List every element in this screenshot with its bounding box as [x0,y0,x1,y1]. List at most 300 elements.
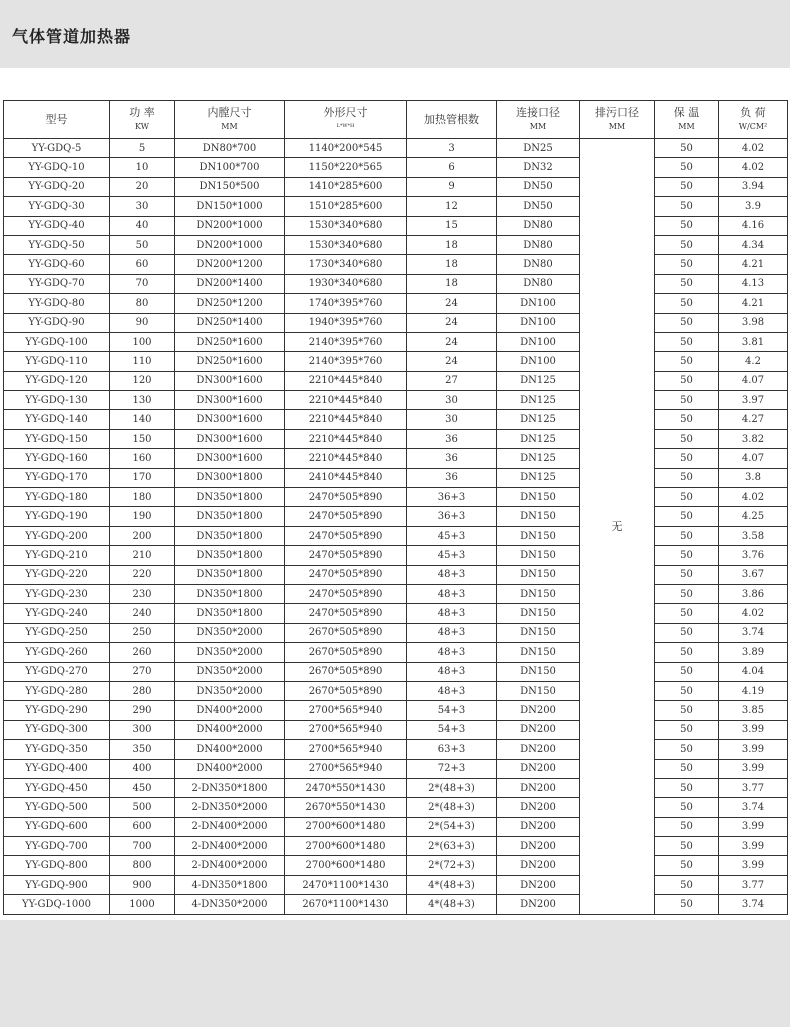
cell-tube-count: 30 [407,410,497,429]
cell-power: 70 [110,274,175,293]
table-row [4,856,788,875]
cell-outer-size: 2210*445*840 [285,410,407,429]
cell-power: 140 [110,410,175,429]
title-bar [0,0,790,68]
cell-inner-size: 2-DN350*1800 [175,778,285,797]
cell-outer-size: 1940*395*760 [285,313,407,332]
cell-tube-count: 2*(72+3) [407,856,497,875]
cell-drain: 无 [580,139,655,915]
cell-outer-size: 1410*285*600 [285,177,407,196]
cell-insulation: 50 [655,837,719,856]
cell-inner-size: DN250*1600 [175,352,285,371]
cell-inner-size: 2-DN400*2000 [175,817,285,836]
cell-outer-size: 1730*340*680 [285,255,407,274]
cell-power: 230 [110,584,175,603]
cell-connection: DN100 [497,294,580,313]
cell-inner-size: DN300*1600 [175,410,285,429]
cell-inner-size: DN350*1800 [175,526,285,545]
cell-model: YY-GDQ-800 [4,856,110,875]
table-row [4,429,788,448]
cell-connection: DN150 [497,507,580,526]
cell-model: YY-GDQ-250 [4,623,110,642]
cell-power: 10 [110,158,175,177]
cell-load: 4.27 [719,410,788,429]
cell-connection: DN200 [497,817,580,836]
cell-connection: DN80 [497,255,580,274]
table-body [4,139,788,915]
table-row [4,740,788,759]
cell-connection: DN125 [497,449,580,468]
cell-tube-count: 2*(63+3) [407,837,497,856]
cell-tube-count: 18 [407,274,497,293]
header-power [110,101,175,139]
table-row [4,662,788,681]
cell-insulation: 50 [655,255,719,274]
cell-power: 80 [110,294,175,313]
cell-load: 4.25 [719,507,788,526]
cell-power: 250 [110,623,175,642]
cell-insulation: 50 [655,584,719,603]
cell-outer-size: 2470*505*890 [285,565,407,584]
cell-model: YY-GDQ-110 [4,352,110,371]
cell-power: 210 [110,546,175,565]
cell-connection: DN150 [497,623,580,642]
table-row [4,255,788,274]
cell-tube-count: 45+3 [407,526,497,545]
cell-inner-size: DN400*2000 [175,701,285,720]
header-load [719,101,788,139]
cell-power: 450 [110,778,175,797]
cell-tube-count: 15 [407,216,497,235]
cell-tube-count: 36+3 [407,507,497,526]
cell-inner-size: DN250*1200 [175,294,285,313]
cell-tube-count: 36+3 [407,488,497,507]
cell-inner-size: DN300*1800 [175,468,285,487]
cell-tube-count: 18 [407,235,497,254]
cell-inner-size: DN350*2000 [175,681,285,700]
cell-power: 150 [110,429,175,448]
cell-power: 130 [110,391,175,410]
cell-tube-count: 12 [407,197,497,216]
cell-load: 4.21 [719,294,788,313]
cell-power: 30 [110,197,175,216]
cell-power: 800 [110,856,175,875]
cell-power: 600 [110,817,175,836]
header-model [4,101,110,139]
table-row [4,449,788,468]
cell-tube-count: 30 [407,391,497,410]
cell-inner-size: DN350*1800 [175,546,285,565]
cell-inner-size: DN150*1000 [175,197,285,216]
table-row [4,468,788,487]
cell-insulation: 50 [655,875,719,894]
cell-tube-count: 36 [407,468,497,487]
cell-inner-size: DN250*1600 [175,332,285,351]
cell-load: 4.07 [719,371,788,390]
header-drain [580,101,655,139]
cell-tube-count: 4*(48+3) [407,875,497,894]
cell-power: 240 [110,604,175,623]
cell-power: 190 [110,507,175,526]
cell-tube-count: 48+3 [407,623,497,642]
cell-outer-size: 2700*600*1480 [285,856,407,875]
cell-connection: DN200 [497,875,580,894]
cell-connection: DN200 [497,778,580,797]
table-row [4,623,788,642]
cell-inner-size: DN150*500 [175,177,285,196]
cell-model: YY-GDQ-280 [4,681,110,700]
cell-inner-size: DN350*1800 [175,507,285,526]
cell-inner-size: DN350*2000 [175,662,285,681]
cell-insulation: 50 [655,449,719,468]
table-row [4,216,788,235]
cell-connection: DN125 [497,429,580,448]
cell-insulation: 50 [655,216,719,235]
cell-tube-count: 48+3 [407,565,497,584]
table-row [4,565,788,584]
cell-tube-count: 36 [407,449,497,468]
cell-model: YY-GDQ-450 [4,778,110,797]
cell-model: YY-GDQ-80 [4,294,110,313]
cell-insulation: 50 [655,681,719,700]
cell-power: 40 [110,216,175,235]
cell-inner-size: 2-DN400*2000 [175,856,285,875]
cell-load: 3.67 [719,565,788,584]
cell-model: YY-GDQ-290 [4,701,110,720]
cell-power: 90 [110,313,175,332]
cell-outer-size: 2670*505*890 [285,662,407,681]
cell-model: YY-GDQ-150 [4,429,110,448]
spec-table [3,100,788,915]
cell-insulation: 50 [655,371,719,390]
cell-load: 4.07 [719,449,788,468]
cell-outer-size: 2700*600*1480 [285,837,407,856]
cell-outer-size: 2140*395*760 [285,332,407,351]
cell-outer-size: 2210*445*840 [285,371,407,390]
cell-model: YY-GDQ-60 [4,255,110,274]
cell-model: YY-GDQ-160 [4,449,110,468]
cell-outer-size: 2470*505*890 [285,584,407,603]
table-row [4,410,788,429]
cell-load: 3.99 [719,720,788,739]
cell-connection: DN50 [497,197,580,216]
cell-inner-size: DN250*1400 [175,313,285,332]
cell-load: 4.34 [719,235,788,254]
cell-model: YY-GDQ-5 [4,139,110,158]
cell-load: 4.02 [719,139,788,158]
cell-model: YY-GDQ-900 [4,875,110,894]
cell-tube-count: 72+3 [407,759,497,778]
cell-model: YY-GDQ-20 [4,177,110,196]
cell-tube-count: 36 [407,429,497,448]
cell-insulation: 50 [655,662,719,681]
cell-connection: DN200 [497,720,580,739]
cell-insulation: 50 [655,778,719,797]
cell-outer-size: 2210*445*840 [285,449,407,468]
cell-power: 1000 [110,895,175,914]
table-row [4,488,788,507]
header-unit: MM [221,122,238,131]
cell-model: YY-GDQ-210 [4,546,110,565]
cell-insulation: 50 [655,274,719,293]
cell-insulation: 50 [655,507,719,526]
table-row [4,235,788,254]
cell-load: 3.77 [719,875,788,894]
cell-model: YY-GDQ-270 [4,662,110,681]
table-row [4,274,788,293]
cell-insulation: 50 [655,720,719,739]
cell-outer-size: 2670*505*890 [285,681,407,700]
cell-inner-size: DN200*1400 [175,274,285,293]
cell-model: YY-GDQ-140 [4,410,110,429]
cell-power: 300 [110,720,175,739]
cell-insulation: 50 [655,488,719,507]
cell-load: 4.16 [719,216,788,235]
cell-outer-size: 1930*340*680 [285,274,407,293]
cell-outer-size: 2210*445*840 [285,429,407,448]
cell-connection: DN150 [497,643,580,662]
cell-insulation: 50 [655,546,719,565]
table-row [4,895,788,914]
cell-inner-size: DN200*1000 [175,235,285,254]
cell-power: 5 [110,139,175,158]
table-row [4,391,788,410]
cell-power: 170 [110,468,175,487]
cell-connection: DN200 [497,798,580,817]
cell-power: 500 [110,798,175,817]
cell-outer-size: 2470*505*890 [285,604,407,623]
table-row [4,139,788,158]
cell-load: 3.77 [719,778,788,797]
cell-connection: DN150 [497,604,580,623]
cell-insulation: 50 [655,313,719,332]
cell-model: YY-GDQ-100 [4,332,110,351]
cell-model: YY-GDQ-260 [4,643,110,662]
cell-insulation: 50 [655,468,719,487]
table-row [4,177,788,196]
cell-outer-size: 2470*550*1430 [285,778,407,797]
cell-tube-count: 54+3 [407,701,497,720]
header-outer-size [285,101,407,139]
cell-outer-size: 2700*565*940 [285,740,407,759]
cell-connection: DN150 [497,546,580,565]
cell-model: YY-GDQ-170 [4,468,110,487]
cell-model: YY-GDQ-70 [4,274,110,293]
table-row [4,720,788,739]
cell-connection: DN80 [497,216,580,235]
cell-connection: DN150 [497,526,580,545]
cell-load: 4.02 [719,158,788,177]
cell-outer-size: 2140*395*760 [285,352,407,371]
cell-inner-size: DN300*1600 [175,371,285,390]
table-row [4,294,788,313]
cell-load: 3.81 [719,332,788,351]
cell-connection: DN150 [497,662,580,681]
cell-outer-size: 1530*340*680 [285,235,407,254]
cell-inner-size: DN400*2000 [175,759,285,778]
table-row [4,701,788,720]
cell-load: 3.8 [719,468,788,487]
cell-inner-size: DN350*2000 [175,623,285,642]
cell-insulation: 50 [655,643,719,662]
cell-connection: DN125 [497,371,580,390]
cell-outer-size: 2670*1100*1430 [285,895,407,914]
cell-load: 3.58 [719,526,788,545]
cell-insulation: 50 [655,294,719,313]
cell-load: 4.21 [719,255,788,274]
cell-tube-count: 48+3 [407,681,497,700]
cell-outer-size: 1510*285*600 [285,197,407,216]
table-row [4,526,788,545]
cell-power: 290 [110,701,175,720]
cell-inner-size: DN80*700 [175,139,285,158]
cell-model: YY-GDQ-50 [4,235,110,254]
cell-outer-size: 1150*220*565 [285,158,407,177]
cell-outer-size: 2470*505*890 [285,546,407,565]
cell-inner-size: 2-DN400*2000 [175,837,285,856]
header-label: 功 率 [129,106,155,119]
cell-connection: DN100 [497,332,580,351]
cell-inner-size: DN200*1200 [175,255,285,274]
cell-inner-size: 2-DN350*2000 [175,798,285,817]
cell-model: YY-GDQ-240 [4,604,110,623]
cell-model: YY-GDQ-200 [4,526,110,545]
table-row [4,604,788,623]
cell-model: YY-GDQ-230 [4,584,110,603]
header-unit: W/CM² [738,122,768,131]
cell-insulation: 50 [655,391,719,410]
cell-load: 3.76 [719,546,788,565]
header-label: 保 温 [673,106,700,119]
cell-tube-count: 2*(48+3) [407,778,497,797]
cell-insulation: 50 [655,856,719,875]
spec-sheet [0,68,790,920]
cell-power: 110 [110,352,175,371]
header-unit: MM [608,122,626,131]
table-row [4,584,788,603]
table-row [4,371,788,390]
cell-connection: DN125 [497,468,580,487]
cell-outer-size: 2470*1100*1430 [285,875,407,894]
cell-insulation: 50 [655,332,719,351]
cell-power: 160 [110,449,175,468]
cell-load: 3.99 [719,740,788,759]
cell-model: YY-GDQ-220 [4,565,110,584]
cell-outer-size: 2670*550*1430 [285,798,407,817]
cell-power: 200 [110,526,175,545]
cell-insulation: 50 [655,158,719,177]
cell-load: 3.99 [719,837,788,856]
header-label: 排污口径 [595,106,639,119]
cell-load: 4.19 [719,681,788,700]
header-unit: MM [678,122,695,131]
header-label: 外形尺寸 [323,106,368,119]
cell-model: YY-GDQ-40 [4,216,110,235]
table-header-row [4,101,788,139]
cell-outer-size: 2700*600*1480 [285,817,407,836]
cell-tube-count: 2*(48+3) [407,798,497,817]
cell-inner-size: 4-DN350*2000 [175,895,285,914]
cell-power: 180 [110,488,175,507]
table-row [4,197,788,216]
cell-tube-count: 24 [407,352,497,371]
cell-power: 900 [110,875,175,894]
cell-load: 3.74 [719,798,788,817]
cell-insulation: 50 [655,817,719,836]
cell-model: YY-GDQ-190 [4,507,110,526]
cell-load: 4.13 [719,274,788,293]
cell-insulation: 50 [655,623,719,642]
table-row [4,681,788,700]
cell-model: YY-GDQ-1000 [4,895,110,914]
cell-load: 3.9 [719,197,788,216]
cell-insulation: 50 [655,352,719,371]
cell-outer-size: 1140*200*545 [285,139,407,158]
cell-tube-count: 24 [407,332,497,351]
cell-power: 280 [110,681,175,700]
cell-tube-count: 48+3 [407,662,497,681]
cell-power: 60 [110,255,175,274]
cell-outer-size: 2470*505*890 [285,488,407,507]
cell-outer-size: 2670*505*890 [285,643,407,662]
cell-power: 350 [110,740,175,759]
cell-power: 100 [110,332,175,351]
cell-power: 400 [110,759,175,778]
cell-inner-size: DN400*2000 [175,720,285,739]
cell-tube-count: 2*(54+3) [407,817,497,836]
cell-connection: DN50 [497,177,580,196]
cell-load: 3.99 [719,759,788,778]
cell-model: YY-GDQ-600 [4,817,110,836]
cell-power: 700 [110,837,175,856]
cell-outer-size: 2470*505*890 [285,507,407,526]
cell-tube-count: 9 [407,177,497,196]
cell-insulation: 50 [655,526,719,545]
cell-insulation: 50 [655,410,719,429]
cell-connection: DN150 [497,565,580,584]
cell-power: 50 [110,235,175,254]
cell-outer-size: 2410*445*840 [285,468,407,487]
cell-connection: DN32 [497,158,580,177]
cell-model: YY-GDQ-500 [4,798,110,817]
cell-inner-size: DN350*1800 [175,584,285,603]
cell-connection: DN150 [497,584,580,603]
cell-power: 20 [110,177,175,196]
cell-outer-size: 2210*445*840 [285,391,407,410]
header-label: 连接口径 [516,106,560,119]
cell-connection: DN200 [497,856,580,875]
header-inner-size [175,101,285,139]
cell-model: YY-GDQ-350 [4,740,110,759]
cell-connection: DN200 [497,895,580,914]
cell-inner-size: DN350*1800 [175,604,285,623]
cell-model: YY-GDQ-300 [4,720,110,739]
cell-connection: DN125 [497,391,580,410]
cell-load: 3.99 [719,817,788,836]
cell-inner-size: DN100*700 [175,158,285,177]
cell-inner-size: DN300*1600 [175,391,285,410]
cell-load: 3.74 [719,623,788,642]
cell-tube-count: 6 [407,158,497,177]
cell-inner-size: DN300*1600 [175,449,285,468]
header-unit: KW [135,122,149,131]
cell-load: 3.82 [719,429,788,448]
table-row [4,352,788,371]
cell-power: 270 [110,662,175,681]
cell-model: YY-GDQ-120 [4,371,110,390]
cell-insulation: 50 [655,701,719,720]
cell-load: 3.74 [719,895,788,914]
